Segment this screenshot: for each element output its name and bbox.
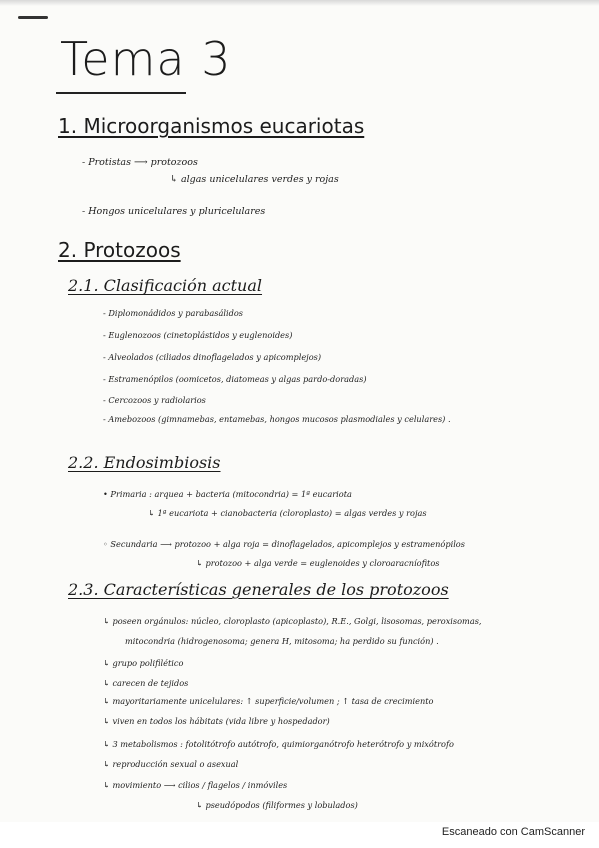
scanner-watermark: Escaneado con CamScanner (441, 826, 585, 838)
title-underline (56, 92, 186, 94)
section-2-3-heading: 2.3. Características generales de los protozoos (68, 580, 449, 599)
note-line: ↳ grupo polifilético (103, 658, 184, 668)
note-line: ↳ protozoo + alga verde = euglenoides y cloroaracníofitos (196, 558, 440, 568)
list-item: - Amebozoos (gimnamebas, entamebas, hongos mucosos plasmodiales y celulares) . (103, 414, 451, 424)
note-line: ↳ 3 metabolismos : fotolitótrofo autótrofo, quimiorganótrofo heterótrofo y mixótrofo (103, 739, 454, 749)
list-item: - Estramenópilos (oomicetos, diatomeas y algas pardo-doradas) (103, 374, 367, 384)
note-line: ↳ 1ª eucariota + cianobacteria (cloroplasto) = algas verdes y rojas (148, 508, 427, 518)
note-line: ↳ algas unicelulares verdes y rojas (170, 174, 339, 185)
note-line: ↳ movimiento ⟶ cilios / flagelos / inmóviles (103, 780, 288, 790)
note-line: ↳ carecen de tejidos (103, 678, 189, 688)
list-item: - Cercozoos y radiolarios (103, 395, 206, 405)
note-line: • Primaria : arquea + bacteria (mitocondria) = 1ª eucariota (103, 489, 352, 499)
note-line: - Protistas ⟶ protozoos (82, 157, 198, 168)
note-line: ↳ viven en todos los hábitats (vida libre y hospedador) (103, 716, 330, 726)
section-2-1-heading: 2.1. Clasificación actual (68, 276, 263, 295)
section-2-heading: 2. Protozoos (58, 238, 181, 262)
note-line: mitocondria (hidrogenosoma; genera H, mitosoma; ha perdido su función) . (125, 636, 439, 646)
list-item: - Euglenozoos (cinetoplástidos y euglenoides) (103, 330, 293, 340)
section-2-2-heading: 2.2. Endosimbiosis (68, 453, 221, 472)
note-line: - Hongos unicelulares y pluricelulares (82, 206, 266, 217)
note-line: ◦ Secundaria ⟶ protozoo + alga roja = dinoflagelados, apicomplejos y estramenópilos (103, 539, 465, 549)
list-item: - Alveolados (ciliados dinoflagelados y apicomplejos) (103, 352, 322, 362)
note-line: ↳ mayoritariamente unicelulares: ↑ superficie/volumen ; ↑ tasa de crecimiento (103, 696, 434, 706)
note-line: ↳ poseen orgánulos: núcleo, cloroplasto (apicoplasto), R.E., Golgi, lisosomas, peroxisomas, (103, 616, 482, 626)
page-title: Tema 3 (60, 32, 232, 86)
section-1-heading: 1. Microorganismos eucariotas (58, 114, 365, 138)
note-line: ↳ pseudópodos (filiformes y lobulados) (196, 800, 358, 810)
list-item: - Diplomonádidos y parabasálidos (103, 308, 243, 318)
note-line: ↳ reproducción sexual o asexual (103, 759, 239, 769)
